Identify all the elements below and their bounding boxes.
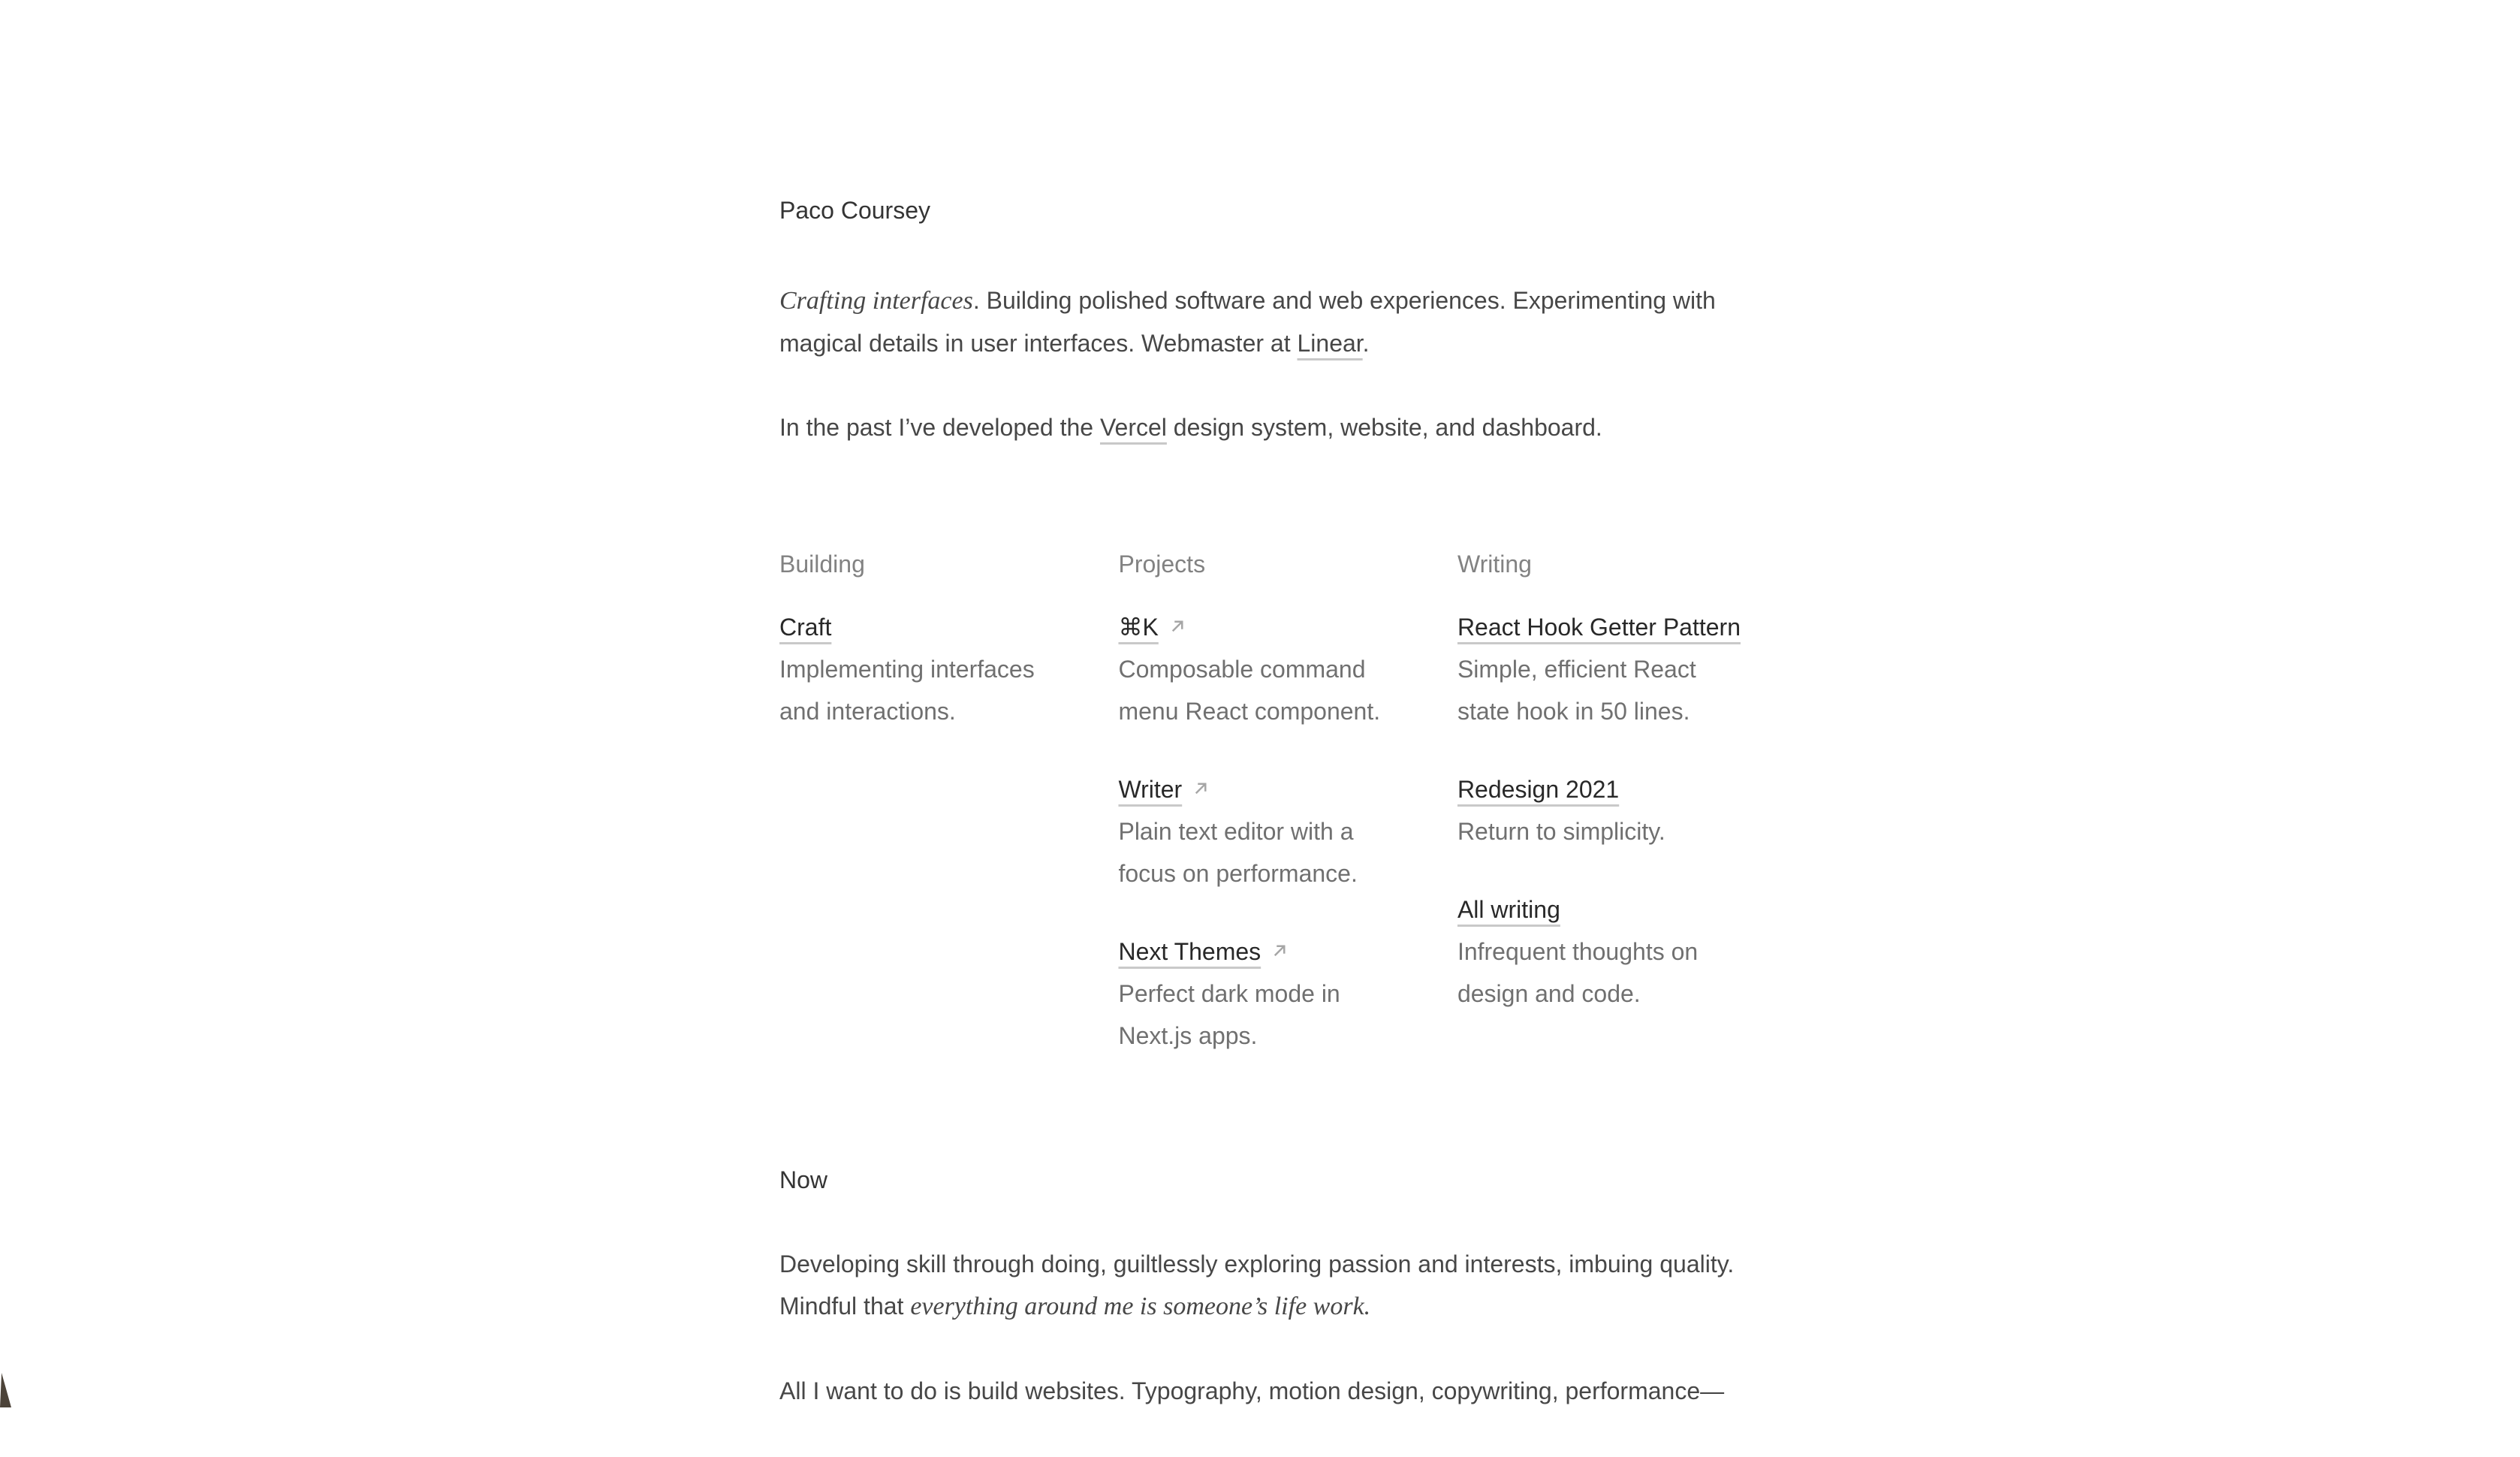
writer-description: Plain text editor with a focus on performance.	[1118, 810, 1385, 894]
vercel-link[interactable]: Vercel	[1100, 414, 1167, 441]
all-writing-description: Infrequent thoughts on design and code.	[1457, 931, 1741, 1015]
external-arrow-icon	[1268, 940, 1291, 962]
past-work-text-before: In the past I’ve developed the	[779, 414, 1100, 441]
column-writing	[1457, 543, 1741, 1057]
now-italic-quote: everything around me is someone’s life work.	[910, 1293, 1370, 1320]
next-themes-link[interactable]: Next Themes	[1118, 938, 1261, 965]
building-entries	[779, 606, 1046, 732]
intro-paragraph	[779, 279, 1741, 364]
list-item	[779, 606, 1046, 732]
now-paragraph	[779, 1243, 1741, 1328]
redesign-2021-description: Return to simplicity.	[1457, 810, 1741, 852]
list-item	[1118, 768, 1385, 894]
projects-entries	[1118, 606, 1385, 1057]
past-work-text-after: design system, website, and dashboard.	[1167, 414, 1602, 441]
cmdk-description: Composable command menu React component.	[1118, 648, 1385, 732]
list-item	[1457, 606, 1741, 732]
list-item	[1118, 606, 1385, 732]
build-websites-paragraph: All I want to do is build websites. Typography, motion design, copywriting, performance—	[779, 1370, 1741, 1412]
next-themes-description: Perfect dark mode in Next.js apps.	[1118, 973, 1385, 1057]
links-grid	[779, 543, 1741, 1057]
writing-entries	[1457, 606, 1741, 1015]
list-item	[1457, 768, 1741, 852]
react-hook-getter-pattern-link[interactable]: React Hook Getter Pattern	[1457, 614, 1741, 641]
page-content	[779, 0, 1741, 1457]
list-item	[1457, 888, 1741, 1015]
now-heading: Now	[779, 1159, 1741, 1201]
cmdk-link[interactable]: ⌘K	[1118, 614, 1158, 641]
all-writing-link[interactable]: All writing	[1457, 896, 1560, 923]
linear-link[interactable]: Linear	[1297, 330, 1362, 357]
writer-link[interactable]: Writer	[1118, 776, 1182, 803]
intro-lead-text: . Building polished software and web experiences. Experimenting with magical details in user interfaces. Webmaster at	[779, 287, 1716, 357]
list-item	[1118, 931, 1385, 1057]
redesign-2021-link[interactable]: Redesign 2021	[1457, 776, 1619, 803]
page-title: Paco Coursey	[779, 189, 1741, 231]
column-label-writing: Writing	[1457, 543, 1741, 585]
external-arrow-icon	[1166, 615, 1189, 638]
react-hook-getter-pattern-description: Simple, efficient React state hook in 50 lines.	[1457, 648, 1741, 732]
intro-lead-period: .	[1363, 330, 1370, 357]
external-arrow-icon	[1189, 777, 1212, 800]
craft-description: Implementing interfaces and interactions.	[779, 648, 1046, 732]
cursor-icon	[0, 1373, 11, 1407]
column-label-building: Building	[779, 543, 1046, 585]
now-text: Developing skill through doing, guiltlessly exploring passion and interests, imbuing quality. Mindful that	[779, 1250, 1734, 1320]
craft-link[interactable]: Craft	[779, 614, 831, 641]
column-building	[779, 543, 1046, 1057]
intro-lead-italic: Crafting interfaces	[779, 287, 973, 315]
column-label-projects: Projects	[1118, 543, 1385, 585]
column-projects	[1118, 543, 1385, 1057]
past-work-paragraph	[779, 406, 1741, 448]
